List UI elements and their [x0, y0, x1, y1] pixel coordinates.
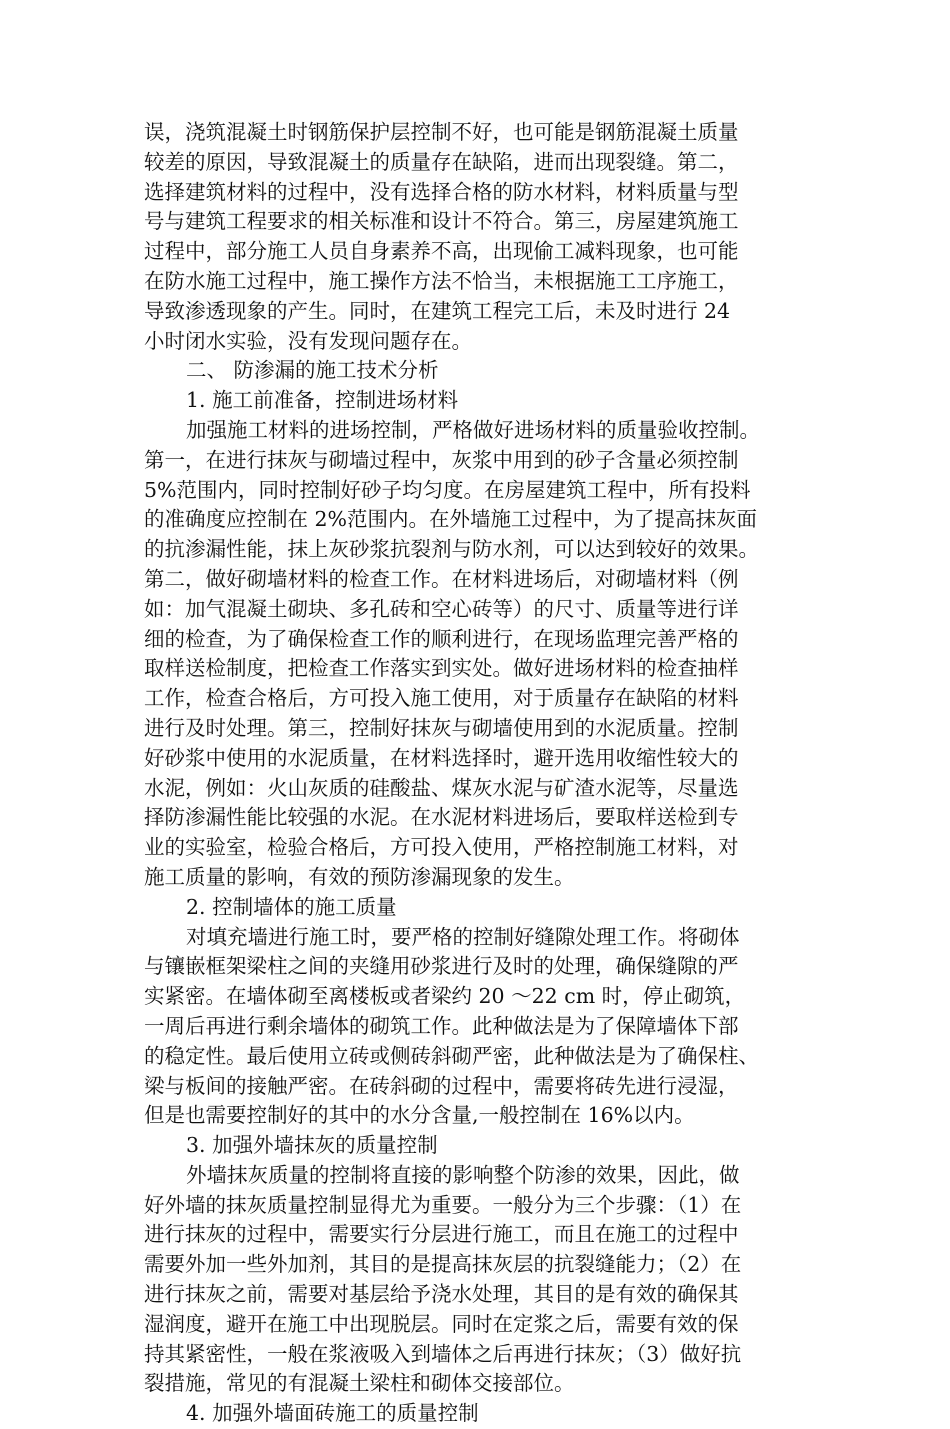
text-line: 进行抹灰的过程中，需要实行分层进行施工，而且在施工的过程中: [144, 1222, 739, 1247]
text-line: 2. 控制墙体的施工质量: [186, 894, 397, 919]
text-line: 施工质量的影响，有效的预防渗漏现象的发生。: [144, 864, 575, 889]
text-line: 较差的原因，导致混凝土的质量存在缺陷，进而出现裂缝。第二，: [144, 149, 739, 174]
text-line: 的稳定性。最后使用立砖或侧砖斜砌严密，此种做法是为了确保柱、: [144, 1043, 759, 1068]
text-line: 对填充墙进行施工时，要严格的控制好缝隙处理工作。将砌体: [186, 924, 740, 949]
text-line: 进行抹灰之前，需要对基层给予浇水处理，其目的是有效的确保其: [144, 1282, 739, 1307]
text-line: 加强施工材料的进场控制，严格做好进场材料的质量验收控制。: [186, 417, 760, 442]
text-line: 湿润度，避开在施工中出现脱层。同时在定浆之后，需要有效的保: [144, 1311, 739, 1336]
text-line: 裂措施，常见的有混凝土梁柱和砌体交接部位。: [144, 1371, 575, 1396]
text-line: 取样送检制度，把检查工作落实到实处。做好进场材料的检查抽样: [144, 656, 739, 681]
text-line: 二、 防渗漏的施工技术分析: [186, 358, 439, 383]
text-line: 水泥，例如：火山灰质的硅酸盐、煤灰水泥与矿渣水泥等，尽量选: [144, 775, 739, 800]
text-line: 工作，检查合格后，方可投入施工使用，对于质量存在缺陷的材料: [144, 686, 739, 711]
text-line: 的抗渗漏性能，抹上灰砂浆抗裂剂与防水剂，可以达到较好的效果。: [144, 537, 759, 562]
text-line: 好砂浆中使用的水泥质量，在材料选择时，避开选用收缩性较大的: [144, 745, 739, 770]
text-line: 一周后再进行剩余墙体的砌筑工作。此种做法是为了保障墙体下部: [144, 1013, 739, 1038]
text-line: 与镶嵌框架梁柱之间的夹缝用砂浆进行及时的处理，确保缝隙的严: [144, 954, 739, 979]
text-line: 4. 加强外墙面砖施工的质量控制: [186, 1401, 479, 1426]
text-line: 1. 施工前准备，控制进场材料: [186, 388, 459, 413]
text-line: 好外墙的抹灰质量控制显得尤为重要。一般分为三个步骤：（1）在: [144, 1192, 742, 1217]
text-line: 择防渗漏性能比较强的水泥。在水泥材料进场后，要取样送检到专: [144, 805, 739, 830]
document-page: [144, 118, 816, 1426]
text-line: 持其紧密性，一般在浆液吸入到墙体之后再进行抹灰；（3）做好抗: [144, 1341, 742, 1366]
text-line: 的准确度应控制在 2%范围内。在外墙施工过程中，为了提高抹灰面: [144, 507, 758, 532]
text-line: 梁与板间的接触严密。在砖斜砌的过程中，需要将砖先进行浸湿，: [144, 1073, 739, 1098]
text-line: 第二，做好砌墙材料的检查工作。在材料进场后，对砌墙材料（例: [144, 566, 739, 591]
text-line: 小时闭水实验，没有发现问题存在。: [144, 328, 472, 353]
text-line: 号与建筑工程要求的相关标准和设计不符合。第三，房屋建筑施工: [144, 209, 739, 234]
text-line: 但是也需要控制好的其中的水分含量,一般控制在 16%以内。: [144, 1103, 695, 1128]
text-line: 过程中，部分施工人员自身素养不高，出现偷工减料现象，也可能: [144, 239, 739, 264]
text-line: 实紧密。在墙体砌至离楼板或者梁约 20 ～22 cm 时，停止砌筑，: [144, 984, 746, 1009]
text-line: 5%范围内，同时控制好砂子均匀度。在房屋建筑工程中，所有投料: [144, 477, 751, 502]
text-line: 导致渗透现象的产生。同时，在建筑工程完工后，未及时进行 24: [144, 298, 731, 323]
text-line: 选择建筑材料的过程中，没有选择合格的防水材料，材料质量与型: [144, 179, 739, 204]
text-line: 如：加气混凝土砌块、多孔砖和空心砖等）的尺寸、质量等进行详: [144, 596, 739, 621]
text-line: 3. 加强外墙抹灰的质量控制: [186, 1133, 438, 1158]
text-line: 业的实验室，检验合格后，方可投入使用，严格控制施工材料，对: [144, 835, 739, 860]
text-line: 误，浇筑混凝土时钢筋保护层控制不好，也可能是钢筋混凝土质量: [144, 120, 739, 144]
text-line: 外墙抹灰质量的控制将直接的影响整个防渗的效果，因此，做: [186, 1162, 740, 1187]
text-line: 在防水施工过程中，施工操作方法不恰当，未根据施工工序施工，: [144, 268, 739, 293]
text-line: 需要外加一些外加剂，其目的是提高抹灰层的抗裂缝能力；（2）在: [144, 1252, 742, 1277]
text-line: 第一，在进行抹灰与砌墙过程中，灰浆中用到的砂子含量必须控制: [144, 447, 739, 472]
text-line: 进行及时处理。第三，控制好抹灰与砌墙使用到的水泥质量。控制: [144, 715, 739, 740]
text-line: 细的检查，为了确保检查工作的顺利进行，在现场监理完善严格的: [144, 626, 739, 651]
